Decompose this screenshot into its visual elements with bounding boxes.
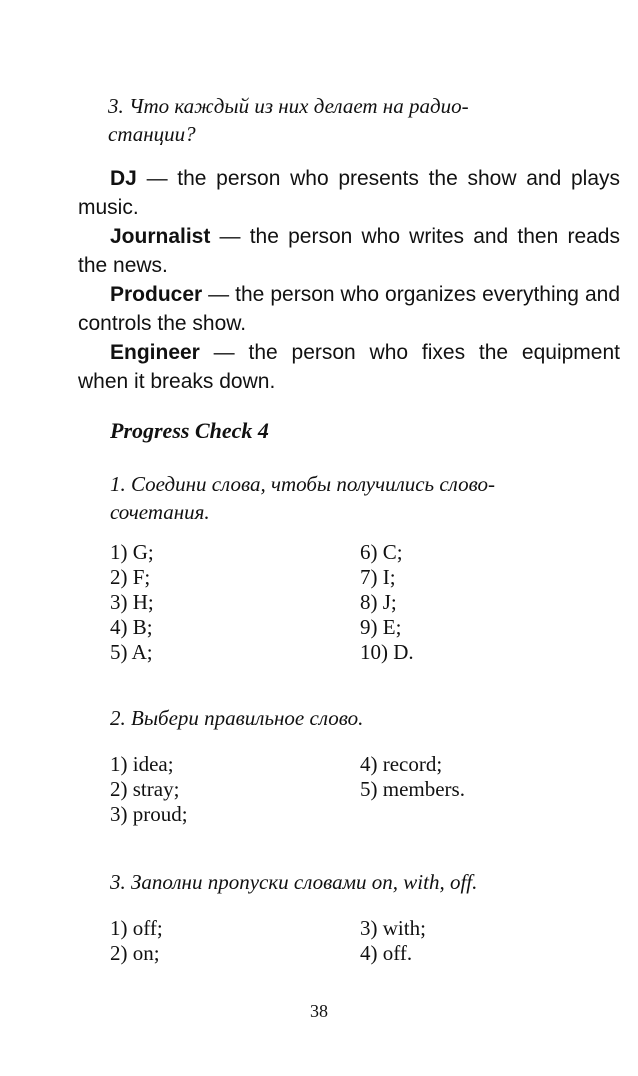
- exercise1-answers: [78, 540, 620, 668]
- list-item: 7) I;: [360, 565, 396, 589]
- task3-heading-line1: 3. Что каждый из них делает на радио-: [108, 94, 469, 118]
- page-number: 38: [310, 1001, 328, 1021]
- page-content: [78, 92, 620, 968]
- exercise2-right-column: [360, 752, 465, 802]
- exercise3-right-column: [360, 916, 426, 966]
- exercise2-answers: [78, 752, 620, 830]
- list-item: 4) record;: [360, 752, 443, 776]
- exercise1-left-column: [110, 540, 154, 665]
- task3-heading: [78, 92, 620, 148]
- answer-definition: — the person who presents the show and plays music.: [78, 167, 620, 219]
- list-item: 3) proud;: [110, 802, 188, 826]
- list-item: 1) idea;: [110, 752, 174, 776]
- list-item: 4) off.: [360, 941, 413, 965]
- list-item: 6) C;: [360, 540, 403, 564]
- list-item: 1) G;: [110, 540, 154, 564]
- answer-journalist: [78, 222, 620, 280]
- answer-definition: — the person who writes and then reads the news.: [78, 225, 620, 277]
- progress-check-title: Progress Check 4: [110, 418, 269, 443]
- list-item: 2) F;: [110, 565, 151, 589]
- answer-producer: [78, 280, 620, 338]
- list-item: 5) members.: [360, 777, 465, 801]
- list-item: 2) stray;: [110, 777, 180, 801]
- answer-term: Engineer: [110, 341, 200, 364]
- task3-heading-line2: станции?: [108, 122, 196, 146]
- list-item: 2) on;: [110, 941, 160, 965]
- answer-definition: — the person who fixes the equipment when it breaks down.: [78, 341, 620, 393]
- exercise1-heading: [78, 470, 620, 526]
- answers-list: [78, 164, 620, 396]
- list-item: 5) A;: [110, 640, 153, 664]
- exercise1-heading-line1: 1. Соедини слова, чтобы получились слово-: [110, 472, 495, 496]
- exercise3-answers: [78, 916, 620, 968]
- exercise3-left-column: [110, 916, 163, 966]
- list-item: 1) off;: [110, 916, 163, 940]
- exercise2-heading: 2. Выбери правильное слово.: [110, 706, 364, 730]
- list-item: 10) D.: [360, 640, 414, 664]
- answer-definition: — the person who organizes everything and controls the show.: [78, 283, 620, 335]
- answer-term: Journalist: [110, 225, 211, 248]
- list-item: 4) B;: [110, 615, 153, 639]
- list-item: 3) H;: [110, 590, 154, 614]
- exercise1-right-column: [360, 540, 414, 665]
- list-item: 3) with;: [360, 916, 426, 940]
- answer-term: Producer: [110, 283, 203, 306]
- answer-dj: [78, 164, 620, 222]
- answer-engineer: [78, 338, 620, 396]
- list-item: 8) J;: [360, 590, 397, 614]
- exercise1-heading-line2: сочетания.: [110, 500, 210, 524]
- exercise2-left-column: [110, 752, 188, 827]
- answer-term: DJ: [110, 167, 137, 190]
- list-item: 9) E;: [360, 615, 402, 639]
- exercise3-heading: 3. Заполни пропуски словами on, with, off.: [110, 870, 478, 894]
